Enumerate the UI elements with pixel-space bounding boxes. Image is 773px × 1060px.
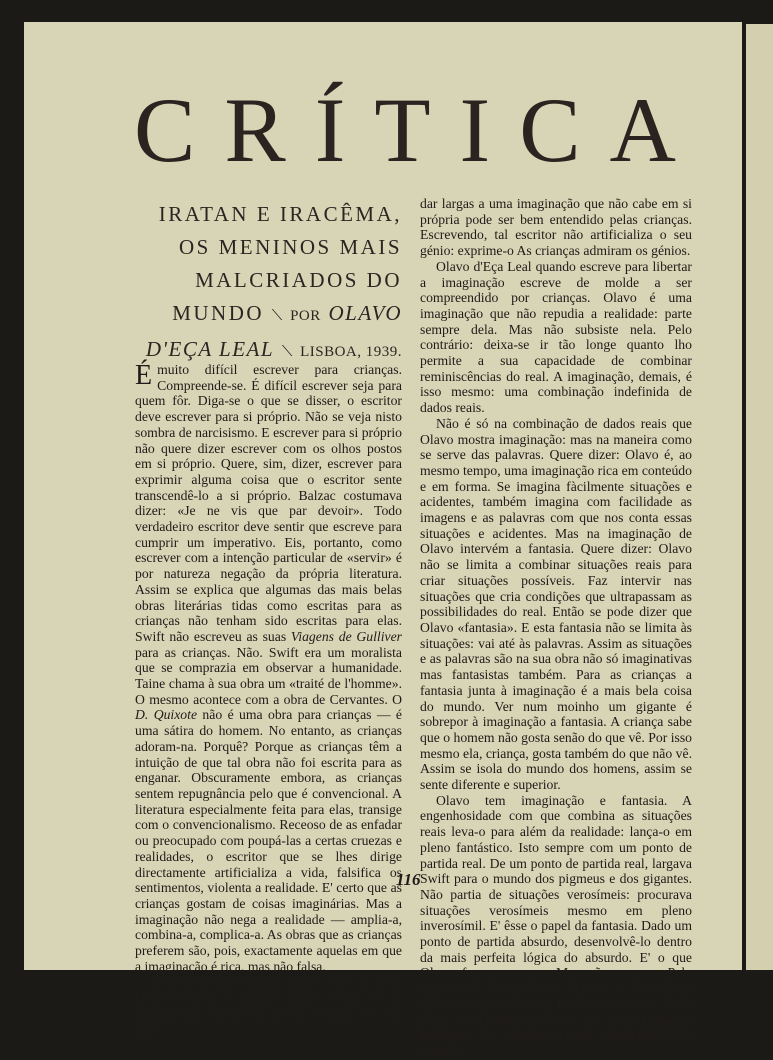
publication-place-year: LISBOA, 1939. bbox=[300, 344, 402, 360]
paragraph: Não é só na combinação de dados reais que Olavo mostra imaginação: mas na maneira como se serve das palavras. Quere dizer: Olavo é, ao mesmo tempo, uma imaginação rica em conteúdo e em forma. Se imagina fàcilmente situações e acidentes, também imagina com facilidade as imagens e as palavras com que nos conta essas situações e acidentes. Mas na imaginação de Olavo intervém a fantasia. Quere dizer: Olavo não se limita a combinar situações reais para criar situações possíveis. Faz intervir nas situações que cria condições que ultrapassam as possibilidades do real. Então se pode dizer que Olavo «fantasia». E esta fantasia não se limita às situações: vai até às palavras. Assim as situações e as palavras são na sua obra não só imaginativas mas fantasistas também. Para as crianças a fantasia junta à imaginação é a mais bela coisa do mundo. Ver num moinho um gigante é sobrepor à imaginação a fantasia. A criança sabe que o homem não gosta senão do que vê. Por isso mesmo ela, criança, gosta também do que não vê. Assim se isola do mundo dos homens, assim se sente diferente e superior. bbox=[420, 415, 692, 793]
drop-cap: É bbox=[135, 360, 153, 391]
paragraph bbox=[420, 793, 692, 1060]
book-title-line: OS MENINOS MAIS bbox=[178, 235, 402, 259]
author-first-name: OLAVO bbox=[328, 301, 402, 325]
book-title-word: MUNDO bbox=[172, 301, 265, 325]
paragraph: dar largas a uma imaginação que não cabe em si própria pode ser bem entendido pelas crianças. Escrevendo, tal escritor não artificializa o seu génio: exprime-o As crianças admiram os génios. bbox=[420, 196, 692, 259]
book-reference: Viagens de Gulliver bbox=[290, 628, 402, 644]
paragraph: Olavo d'Eça Leal quando escreve para libertar a imaginação escreve de molde a ser compreendido por crianças. Olavo é uma imaginação que não repudia a realidade: parte sempre dela. Mas não subsiste nela. Pelo contrário: deixa-se ir tão longe quanto lho permite a sua capacidade de combinar reminiscências do real. A imaginação, demais, é isso mesmo: uma combinação indefinida de dados reais. bbox=[420, 258, 692, 416]
left-column bbox=[135, 362, 402, 1037]
separator-ornament: ⟍ bbox=[271, 308, 283, 324]
paragraph-text: não é uma obra para crianças — é uma sátira do homem. No entanto, as crianças adoram-na. Porquê? Porque as crianças têm a intuição de que tal obra não foi escrita para as enganar. Obscuramente embora, as crianças sentem repugnância pelo que é convencional. A literatura especialmente feita para elas, transige com o convencionalismo. Receoso de as enfadar ou preocupado com poupá-las a certas cruezas e realidades, o escritor que se lhes dirige directamente artificializa a vida, falsifica os sentimentos, violenta a realidade. E' certo que as crianças gostam de coisas imaginárias. Mas a imaginação não nega a realidade — amplia-a, combina-a, complica-a. As obras que as crianças preferem são, pois, exactamente aquelas em que a imaginação é rica, mas não falsa. bbox=[135, 707, 403, 974]
book-title-line bbox=[142, 297, 402, 333]
by-label: POR bbox=[290, 308, 321, 324]
book-title-line: MALCRIADOS DO bbox=[195, 268, 402, 292]
book-title-line: IRATAN E IRACÊMA, bbox=[158, 202, 402, 226]
paragraph-text: Olavo tem imaginação e fantasia. A engenhosidade com que combina as situações reais leva-o para além da realidade: lança-o em pleno fantástico. Isto sempre com um ponto de partida real. De um ponto de partida real, largava Swift para o mundo dos pigmeus e dos gigantes. Não partia de situações verosímeis: procurava situações verosímeis mesmo em pleno inverosímil. E' êsse o papel da fantasia. Dado um ponto de partida absurdo, desenvolvê-lo dentro da mais perfeita lógica do absurdo. E' o que Olavo faz por vezes. Mas não sempre. Pelo menos não o faz com a lógica e a persistência que seriam para desejar. Pelo menos não o soube fazer completamente neste seu livro bbox=[420, 792, 692, 1028]
book-reference: D. Quixote bbox=[135, 707, 198, 723]
book-title-block bbox=[142, 198, 402, 369]
section-heading: CRÍTICA bbox=[134, 79, 705, 181]
author-last-name: D'EÇA LEAL bbox=[145, 337, 275, 361]
adjacent-page-edge bbox=[746, 24, 773, 970]
book-page bbox=[24, 22, 742, 1059]
right-column bbox=[420, 196, 692, 1060]
paragraph: Escrever para crianças, repito, não é fácil. Deve escrever-se para crianças como se as crianças não existissem Isto é: só quem escreve para bbox=[135, 974, 402, 1037]
separator-ornament: ⟍ bbox=[281, 344, 293, 360]
paragraph-text: para as crianças. Não. Swift era um moralista que se comprazia em observar a humanidade. Taine chama à sua obra um «traité de l'homme». O mesmo acontece com a obra de Cervantes. O bbox=[135, 644, 402, 707]
paragraph-text: muito difícil escrever para crianças. Compreende-se. É difícil escrever seja para quem fôr. Diga-se o que se disser, o escritor deve escrever para si próprio. Não se veja nisto sombra de narcisismo. E escrever para si próprio não quere dizer escrever com os olhos postos em si próprio. Quere, sim, dizer, escrever para exprimir alguma coisa que o escritor sente transcendê-lo a si próprio. Balzac costumava dizer: «Je ne vis que par devoir». Todo verdadeiro escritor deve sentir que escreve para cumprir um imperativo. Eis, portanto, como escrever com a intenção particular de «servir» é por natureza negação da própria literatura. Assim se explica que algumas das mais belas obras literárias tidas como escritas para as crianças não tenham sido escritas para elas. Swift não escreveu as suas bbox=[135, 362, 402, 644]
book-reference: Iratan e Iracêma, os meninos mais malcriados do mundo. bbox=[420, 1012, 693, 1059]
page-number: 116 bbox=[396, 870, 421, 889]
paragraph bbox=[135, 362, 402, 974]
